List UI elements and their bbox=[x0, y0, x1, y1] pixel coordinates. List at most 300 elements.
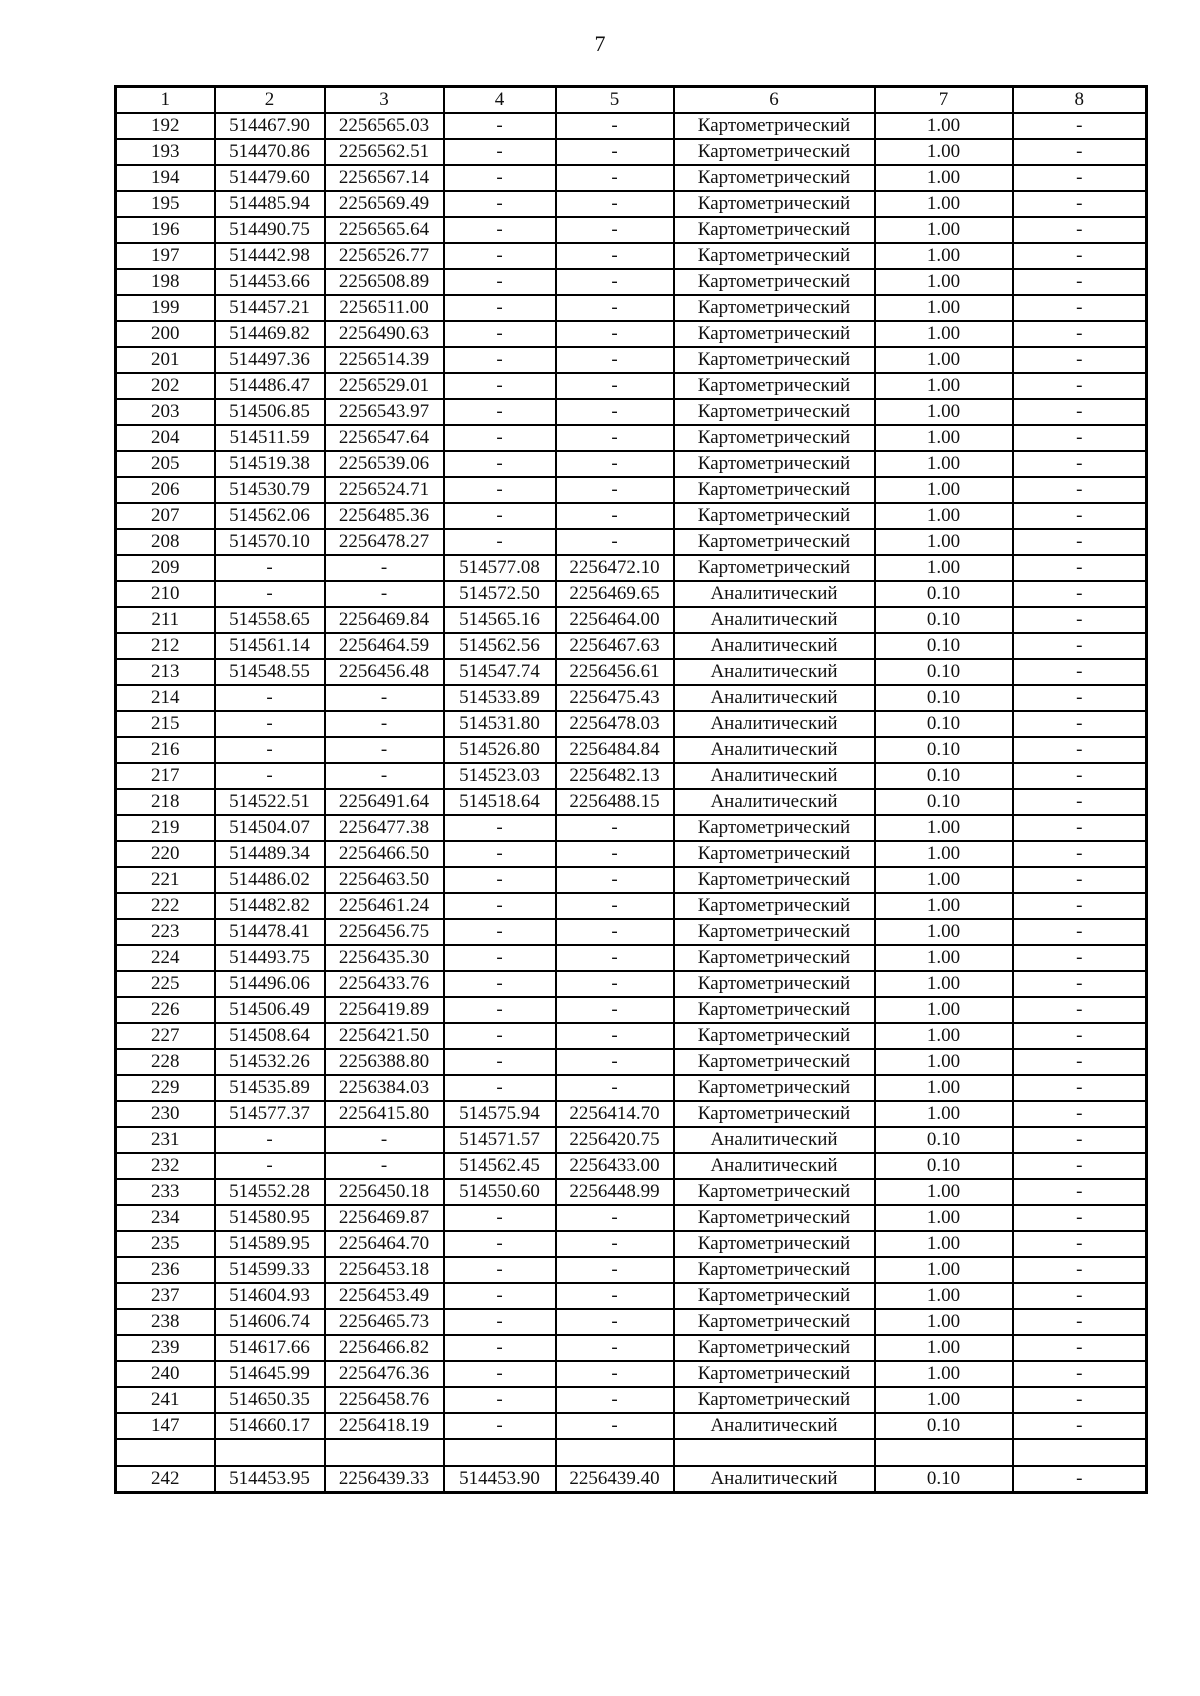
x-existing-cell: - bbox=[215, 763, 325, 789]
y-new-cell: - bbox=[556, 1283, 674, 1309]
method-cell: Картометрический bbox=[674, 295, 875, 321]
y-new-cell: - bbox=[556, 269, 674, 295]
x-existing-cell: 514469.82 bbox=[215, 321, 325, 347]
column-number-cell: 6 bbox=[674, 87, 875, 114]
point-number-cell: 216 bbox=[116, 737, 215, 763]
point-number-cell: 242 bbox=[116, 1466, 215, 1493]
y-existing-cell: 2256453.18 bbox=[325, 1257, 444, 1283]
x-new-cell: - bbox=[444, 139, 556, 165]
point-number-cell: 239 bbox=[116, 1335, 215, 1361]
y-new-cell: 2256475.43 bbox=[556, 685, 674, 711]
accuracy-cell bbox=[875, 1439, 1013, 1466]
point-number-cell: 222 bbox=[116, 893, 215, 919]
table-row bbox=[116, 893, 1147, 919]
y-existing-cell: 2256485.36 bbox=[325, 503, 444, 529]
method-cell: Картометрический bbox=[674, 815, 875, 841]
method-cell: Картометрический bbox=[674, 945, 875, 971]
y-new-cell: - bbox=[556, 347, 674, 373]
description-cell: - bbox=[1013, 815, 1147, 841]
y-existing-cell: 2256565.03 bbox=[325, 113, 444, 139]
accuracy-cell: 1.00 bbox=[875, 321, 1013, 347]
x-new-cell: - bbox=[444, 893, 556, 919]
accuracy-cell: 1.00 bbox=[875, 139, 1013, 165]
x-new-cell: - bbox=[444, 1023, 556, 1049]
x-new-cell: 514523.03 bbox=[444, 763, 556, 789]
x-new-cell: - bbox=[444, 425, 556, 451]
accuracy-cell: 1.00 bbox=[875, 919, 1013, 945]
accuracy-cell: 1.00 bbox=[875, 1387, 1013, 1413]
y-new-cell: 2256482.13 bbox=[556, 763, 674, 789]
description-cell: - bbox=[1013, 1309, 1147, 1335]
x-existing-cell: 514577.37 bbox=[215, 1101, 325, 1127]
table-row bbox=[116, 555, 1147, 581]
point-number-cell: 205 bbox=[116, 451, 215, 477]
y-new-cell: - bbox=[556, 165, 674, 191]
description-cell: - bbox=[1013, 1413, 1147, 1439]
accuracy-cell: 1.00 bbox=[875, 867, 1013, 893]
x-new-cell: - bbox=[444, 399, 556, 425]
description-cell: - bbox=[1013, 165, 1147, 191]
x-existing-cell: 514485.94 bbox=[215, 191, 325, 217]
x-existing-cell: 514519.38 bbox=[215, 451, 325, 477]
y-new-cell: 2256448.99 bbox=[556, 1179, 674, 1205]
description-cell: - bbox=[1013, 399, 1147, 425]
point-number-cell: 204 bbox=[116, 425, 215, 451]
y-new-cell: - bbox=[556, 1335, 674, 1361]
x-existing-cell bbox=[215, 1439, 325, 1466]
x-new-cell: - bbox=[444, 503, 556, 529]
x-existing-cell: 514522.51 bbox=[215, 789, 325, 815]
accuracy-cell: 1.00 bbox=[875, 1231, 1013, 1257]
accuracy-cell: 1.00 bbox=[875, 399, 1013, 425]
x-new-cell: - bbox=[444, 841, 556, 867]
accuracy-cell: 0.10 bbox=[875, 1127, 1013, 1153]
point-number-cell: 214 bbox=[116, 685, 215, 711]
method-cell: Картометрический bbox=[674, 347, 875, 373]
description-cell bbox=[1013, 1439, 1147, 1466]
table-row bbox=[116, 737, 1147, 763]
y-existing-cell: 2256490.63 bbox=[325, 321, 444, 347]
point-number-cell: 223 bbox=[116, 919, 215, 945]
y-new-cell: - bbox=[556, 1049, 674, 1075]
y-existing-cell bbox=[325, 1439, 444, 1466]
method-cell: Аналитический bbox=[674, 789, 875, 815]
table-row bbox=[116, 711, 1147, 737]
x-new-cell: 514572.50 bbox=[444, 581, 556, 607]
x-existing-cell: - bbox=[215, 1153, 325, 1179]
column-number-cell: 5 bbox=[556, 87, 674, 114]
method-cell: Аналитический bbox=[674, 685, 875, 711]
y-new-cell: 2256464.00 bbox=[556, 607, 674, 633]
method-cell: Аналитический bbox=[674, 1413, 875, 1439]
y-existing-cell: 2256529.01 bbox=[325, 373, 444, 399]
point-number-cell: 217 bbox=[116, 763, 215, 789]
y-existing-cell: - bbox=[325, 581, 444, 607]
point-number-cell: 232 bbox=[116, 1153, 215, 1179]
method-cell: Аналитический bbox=[674, 607, 875, 633]
x-existing-cell: 514511.59 bbox=[215, 425, 325, 451]
x-existing-cell: - bbox=[215, 581, 325, 607]
method-cell: Картометрический bbox=[674, 1101, 875, 1127]
point-number-cell: 195 bbox=[116, 191, 215, 217]
method-cell: Аналитический bbox=[674, 763, 875, 789]
point-number-cell: 238 bbox=[116, 1309, 215, 1335]
x-existing-cell: 514660.17 bbox=[215, 1413, 325, 1439]
description-cell: - bbox=[1013, 529, 1147, 555]
y-new-cell: - bbox=[556, 919, 674, 945]
accuracy-cell: 1.00 bbox=[875, 243, 1013, 269]
x-existing-cell: - bbox=[215, 711, 325, 737]
x-existing-cell: 514645.99 bbox=[215, 1361, 325, 1387]
point-number-cell: 192 bbox=[116, 113, 215, 139]
y-new-cell: - bbox=[556, 945, 674, 971]
y-new-cell: - bbox=[556, 477, 674, 503]
accuracy-cell: 1.00 bbox=[875, 503, 1013, 529]
x-existing-cell: 514506.49 bbox=[215, 997, 325, 1023]
point-number-cell: 228 bbox=[116, 1049, 215, 1075]
y-new-cell: - bbox=[556, 1361, 674, 1387]
method-cell: Картометрический bbox=[674, 893, 875, 919]
table-body bbox=[116, 87, 1147, 1493]
table-row bbox=[116, 607, 1147, 633]
coordinates-table bbox=[114, 85, 1148, 1494]
column-number-cell: 8 bbox=[1013, 87, 1147, 114]
table-row bbox=[116, 1466, 1147, 1493]
description-cell: - bbox=[1013, 503, 1147, 529]
x-existing-cell: 514552.28 bbox=[215, 1179, 325, 1205]
table-row bbox=[116, 191, 1147, 217]
y-existing-cell: 2256466.82 bbox=[325, 1335, 444, 1361]
description-cell: - bbox=[1013, 607, 1147, 633]
y-new-cell: - bbox=[556, 867, 674, 893]
description-cell: - bbox=[1013, 867, 1147, 893]
y-new-cell: 2256420.75 bbox=[556, 1127, 674, 1153]
table-row bbox=[116, 633, 1147, 659]
x-new-cell: 514575.94 bbox=[444, 1101, 556, 1127]
accuracy-cell: 1.00 bbox=[875, 1335, 1013, 1361]
method-cell: Картометрический bbox=[674, 191, 875, 217]
table-row bbox=[116, 399, 1147, 425]
x-existing-cell: 514599.33 bbox=[215, 1257, 325, 1283]
y-existing-cell: 2256464.70 bbox=[325, 1231, 444, 1257]
method-cell: Картометрический bbox=[674, 503, 875, 529]
method-cell: Картометрический bbox=[674, 1309, 875, 1335]
description-cell: - bbox=[1013, 1335, 1147, 1361]
accuracy-cell: 0.10 bbox=[875, 1153, 1013, 1179]
y-existing-cell: 2256569.49 bbox=[325, 191, 444, 217]
table-row bbox=[116, 971, 1147, 997]
table-row bbox=[116, 165, 1147, 191]
description-cell: - bbox=[1013, 1049, 1147, 1075]
y-new-cell: 2256469.65 bbox=[556, 581, 674, 607]
point-number-cell: 226 bbox=[116, 997, 215, 1023]
accuracy-cell: 1.00 bbox=[875, 1023, 1013, 1049]
y-existing-cell: 2256388.80 bbox=[325, 1049, 444, 1075]
x-new-cell: - bbox=[444, 191, 556, 217]
x-new-cell: - bbox=[444, 477, 556, 503]
x-new-cell: - bbox=[444, 919, 556, 945]
accuracy-cell: 1.00 bbox=[875, 165, 1013, 191]
y-new-cell: - bbox=[556, 113, 674, 139]
table-row bbox=[116, 1335, 1147, 1361]
accuracy-cell: 1.00 bbox=[875, 477, 1013, 503]
x-new-cell bbox=[444, 1439, 556, 1466]
method-cell: Картометрический bbox=[674, 1075, 875, 1101]
y-existing-cell: 2256514.39 bbox=[325, 347, 444, 373]
description-cell: - bbox=[1013, 321, 1147, 347]
table-row bbox=[116, 581, 1147, 607]
description-cell: - bbox=[1013, 1466, 1147, 1493]
point-number-cell: 219 bbox=[116, 815, 215, 841]
column-number-row bbox=[116, 87, 1147, 114]
x-new-cell: - bbox=[444, 1335, 556, 1361]
x-new-cell: - bbox=[444, 1205, 556, 1231]
accuracy-cell: 0.10 bbox=[875, 685, 1013, 711]
y-existing-cell: 2256419.89 bbox=[325, 997, 444, 1023]
point-number-cell: 236 bbox=[116, 1257, 215, 1283]
description-cell: - bbox=[1013, 633, 1147, 659]
description-cell: - bbox=[1013, 269, 1147, 295]
description-cell: - bbox=[1013, 997, 1147, 1023]
table-row bbox=[116, 217, 1147, 243]
x-existing-cell: - bbox=[215, 685, 325, 711]
accuracy-cell: 0.10 bbox=[875, 711, 1013, 737]
x-existing-cell: 514504.07 bbox=[215, 815, 325, 841]
point-number-cell: 203 bbox=[116, 399, 215, 425]
x-new-cell: - bbox=[444, 1075, 556, 1101]
table-row bbox=[116, 789, 1147, 815]
y-new-cell: - bbox=[556, 295, 674, 321]
method-cell: Картометрический bbox=[674, 555, 875, 581]
y-existing-cell: 2256469.87 bbox=[325, 1205, 444, 1231]
method-cell: Картометрический bbox=[674, 217, 875, 243]
table-row bbox=[116, 321, 1147, 347]
description-cell: - bbox=[1013, 1153, 1147, 1179]
accuracy-cell: 1.00 bbox=[875, 1179, 1013, 1205]
x-existing-cell: 514561.14 bbox=[215, 633, 325, 659]
point-number-cell: 221 bbox=[116, 867, 215, 893]
column-number-cell: 1 bbox=[116, 87, 215, 114]
description-cell: - bbox=[1013, 373, 1147, 399]
column-number-cell: 7 bbox=[875, 87, 1013, 114]
y-existing-cell: 2256415.80 bbox=[325, 1101, 444, 1127]
point-number-cell: 233 bbox=[116, 1179, 215, 1205]
method-cell: Картометрический bbox=[674, 919, 875, 945]
description-cell: - bbox=[1013, 555, 1147, 581]
y-new-cell: 2256467.63 bbox=[556, 633, 674, 659]
description-cell: - bbox=[1013, 477, 1147, 503]
method-cell: Картометрический bbox=[674, 269, 875, 295]
x-new-cell: 514562.56 bbox=[444, 633, 556, 659]
x-new-cell: - bbox=[444, 295, 556, 321]
x-new-cell: 514565.16 bbox=[444, 607, 556, 633]
y-new-cell: - bbox=[556, 893, 674, 919]
point-number-cell: 241 bbox=[116, 1387, 215, 1413]
y-new-cell: - bbox=[556, 1387, 674, 1413]
y-new-cell bbox=[556, 1439, 674, 1466]
table-row bbox=[116, 945, 1147, 971]
x-new-cell: - bbox=[444, 1413, 556, 1439]
method-cell: Аналитический bbox=[674, 659, 875, 685]
y-existing-cell: 2256384.03 bbox=[325, 1075, 444, 1101]
table-row bbox=[116, 1387, 1147, 1413]
y-new-cell: - bbox=[556, 373, 674, 399]
point-number-cell: 202 bbox=[116, 373, 215, 399]
y-existing-cell: 2256439.33 bbox=[325, 1466, 444, 1493]
y-existing-cell: 2256421.50 bbox=[325, 1023, 444, 1049]
x-new-cell: - bbox=[444, 347, 556, 373]
method-cell: Аналитический bbox=[674, 737, 875, 763]
y-existing-cell: - bbox=[325, 711, 444, 737]
y-existing-cell: 2256477.38 bbox=[325, 815, 444, 841]
x-new-cell: - bbox=[444, 1049, 556, 1075]
method-cell: Картометрический bbox=[674, 997, 875, 1023]
x-existing-cell: 514617.66 bbox=[215, 1335, 325, 1361]
y-new-cell: - bbox=[556, 997, 674, 1023]
description-cell: - bbox=[1013, 139, 1147, 165]
x-existing-cell: 514493.75 bbox=[215, 945, 325, 971]
empty-separator-row bbox=[116, 1439, 1147, 1466]
x-new-cell: - bbox=[444, 1387, 556, 1413]
x-existing-cell: 514453.95 bbox=[215, 1466, 325, 1493]
method-cell: Картометрический bbox=[674, 1361, 875, 1387]
point-number-cell: 147 bbox=[116, 1413, 215, 1439]
x-new-cell: - bbox=[444, 1231, 556, 1257]
x-existing-cell: 514486.02 bbox=[215, 867, 325, 893]
table-row bbox=[116, 477, 1147, 503]
point-number-cell: 212 bbox=[116, 633, 215, 659]
x-new-cell: 514550.60 bbox=[444, 1179, 556, 1205]
y-new-cell: - bbox=[556, 1413, 674, 1439]
y-existing-cell: 2256526.77 bbox=[325, 243, 444, 269]
x-existing-cell: 514650.35 bbox=[215, 1387, 325, 1413]
point-number-cell: 229 bbox=[116, 1075, 215, 1101]
table-row bbox=[116, 1127, 1147, 1153]
table-row bbox=[116, 1413, 1147, 1439]
table-row bbox=[116, 1023, 1147, 1049]
x-existing-cell: 514506.85 bbox=[215, 399, 325, 425]
table-row bbox=[116, 425, 1147, 451]
method-cell: Картометрический bbox=[674, 867, 875, 893]
method-cell: Картометрический bbox=[674, 165, 875, 191]
point-number-cell: 227 bbox=[116, 1023, 215, 1049]
y-new-cell: 2256439.40 bbox=[556, 1466, 674, 1493]
description-cell: - bbox=[1013, 1205, 1147, 1231]
accuracy-cell: 1.00 bbox=[875, 815, 1013, 841]
point-number-cell: 201 bbox=[116, 347, 215, 373]
accuracy-cell: 1.00 bbox=[875, 1283, 1013, 1309]
description-cell: - bbox=[1013, 1283, 1147, 1309]
column-number-cell: 4 bbox=[444, 87, 556, 114]
accuracy-cell: 1.00 bbox=[875, 1101, 1013, 1127]
table-row bbox=[116, 1101, 1147, 1127]
description-cell: - bbox=[1013, 191, 1147, 217]
x-existing-cell: 514532.26 bbox=[215, 1049, 325, 1075]
point-number-cell: 225 bbox=[116, 971, 215, 997]
accuracy-cell: 0.10 bbox=[875, 1413, 1013, 1439]
y-new-cell: - bbox=[556, 191, 674, 217]
x-existing-cell: 514548.55 bbox=[215, 659, 325, 685]
description-cell: - bbox=[1013, 1075, 1147, 1101]
y-existing-cell: 2256478.27 bbox=[325, 529, 444, 555]
point-number-cell: 193 bbox=[116, 139, 215, 165]
x-new-cell: 514526.80 bbox=[444, 737, 556, 763]
y-new-cell: 2256488.15 bbox=[556, 789, 674, 815]
description-cell: - bbox=[1013, 1179, 1147, 1205]
y-existing-cell: 2256466.50 bbox=[325, 841, 444, 867]
x-existing-cell: 514535.89 bbox=[215, 1075, 325, 1101]
y-existing-cell: - bbox=[325, 737, 444, 763]
table-row bbox=[116, 347, 1147, 373]
description-cell: - bbox=[1013, 581, 1147, 607]
accuracy-cell: 1.00 bbox=[875, 1205, 1013, 1231]
accuracy-cell: 1.00 bbox=[875, 1361, 1013, 1387]
x-existing-cell: 514482.82 bbox=[215, 893, 325, 919]
description-cell: - bbox=[1013, 1231, 1147, 1257]
point-number-cell: 230 bbox=[116, 1101, 215, 1127]
table-row bbox=[116, 1179, 1147, 1205]
x-new-cell: 514547.74 bbox=[444, 659, 556, 685]
x-new-cell: - bbox=[444, 971, 556, 997]
description-cell: - bbox=[1013, 451, 1147, 477]
x-existing-cell: 514496.06 bbox=[215, 971, 325, 997]
method-cell: Картометрический bbox=[674, 477, 875, 503]
method-cell: Картометрический bbox=[674, 1387, 875, 1413]
x-existing-cell: 514490.75 bbox=[215, 217, 325, 243]
point-number-cell: 213 bbox=[116, 659, 215, 685]
y-existing-cell: - bbox=[325, 1153, 444, 1179]
y-existing-cell: 2256463.50 bbox=[325, 867, 444, 893]
x-existing-cell: 514442.98 bbox=[215, 243, 325, 269]
description-cell: - bbox=[1013, 737, 1147, 763]
table-row bbox=[116, 815, 1147, 841]
point-number-cell: 207 bbox=[116, 503, 215, 529]
method-cell bbox=[674, 1439, 875, 1466]
description-cell: - bbox=[1013, 841, 1147, 867]
y-existing-cell: 2256456.75 bbox=[325, 919, 444, 945]
point-number-cell: 196 bbox=[116, 217, 215, 243]
accuracy-cell: 1.00 bbox=[875, 269, 1013, 295]
x-new-cell: - bbox=[444, 321, 556, 347]
method-cell: Картометрический bbox=[674, 529, 875, 555]
x-new-cell: 514571.57 bbox=[444, 1127, 556, 1153]
table-row bbox=[116, 1309, 1147, 1335]
description-cell: - bbox=[1013, 1361, 1147, 1387]
table-row bbox=[116, 503, 1147, 529]
description-cell: - bbox=[1013, 971, 1147, 997]
table-row bbox=[116, 243, 1147, 269]
x-existing-cell: 514457.21 bbox=[215, 295, 325, 321]
x-existing-cell: 514478.41 bbox=[215, 919, 325, 945]
x-existing-cell: 514562.06 bbox=[215, 503, 325, 529]
y-new-cell: - bbox=[556, 451, 674, 477]
x-existing-cell: - bbox=[215, 1127, 325, 1153]
accuracy-cell: 0.10 bbox=[875, 737, 1013, 763]
table-row bbox=[116, 295, 1147, 321]
table-row bbox=[116, 1257, 1147, 1283]
y-existing-cell: 2256418.19 bbox=[325, 1413, 444, 1439]
point-number-cell bbox=[116, 1439, 215, 1466]
y-existing-cell: 2256433.76 bbox=[325, 971, 444, 997]
y-existing-cell: 2256508.89 bbox=[325, 269, 444, 295]
point-number-cell: 211 bbox=[116, 607, 215, 633]
accuracy-cell: 0.10 bbox=[875, 789, 1013, 815]
x-new-cell: - bbox=[444, 217, 556, 243]
accuracy-cell: 1.00 bbox=[875, 451, 1013, 477]
table-row bbox=[116, 269, 1147, 295]
description-cell: - bbox=[1013, 113, 1147, 139]
accuracy-cell: 1.00 bbox=[875, 841, 1013, 867]
